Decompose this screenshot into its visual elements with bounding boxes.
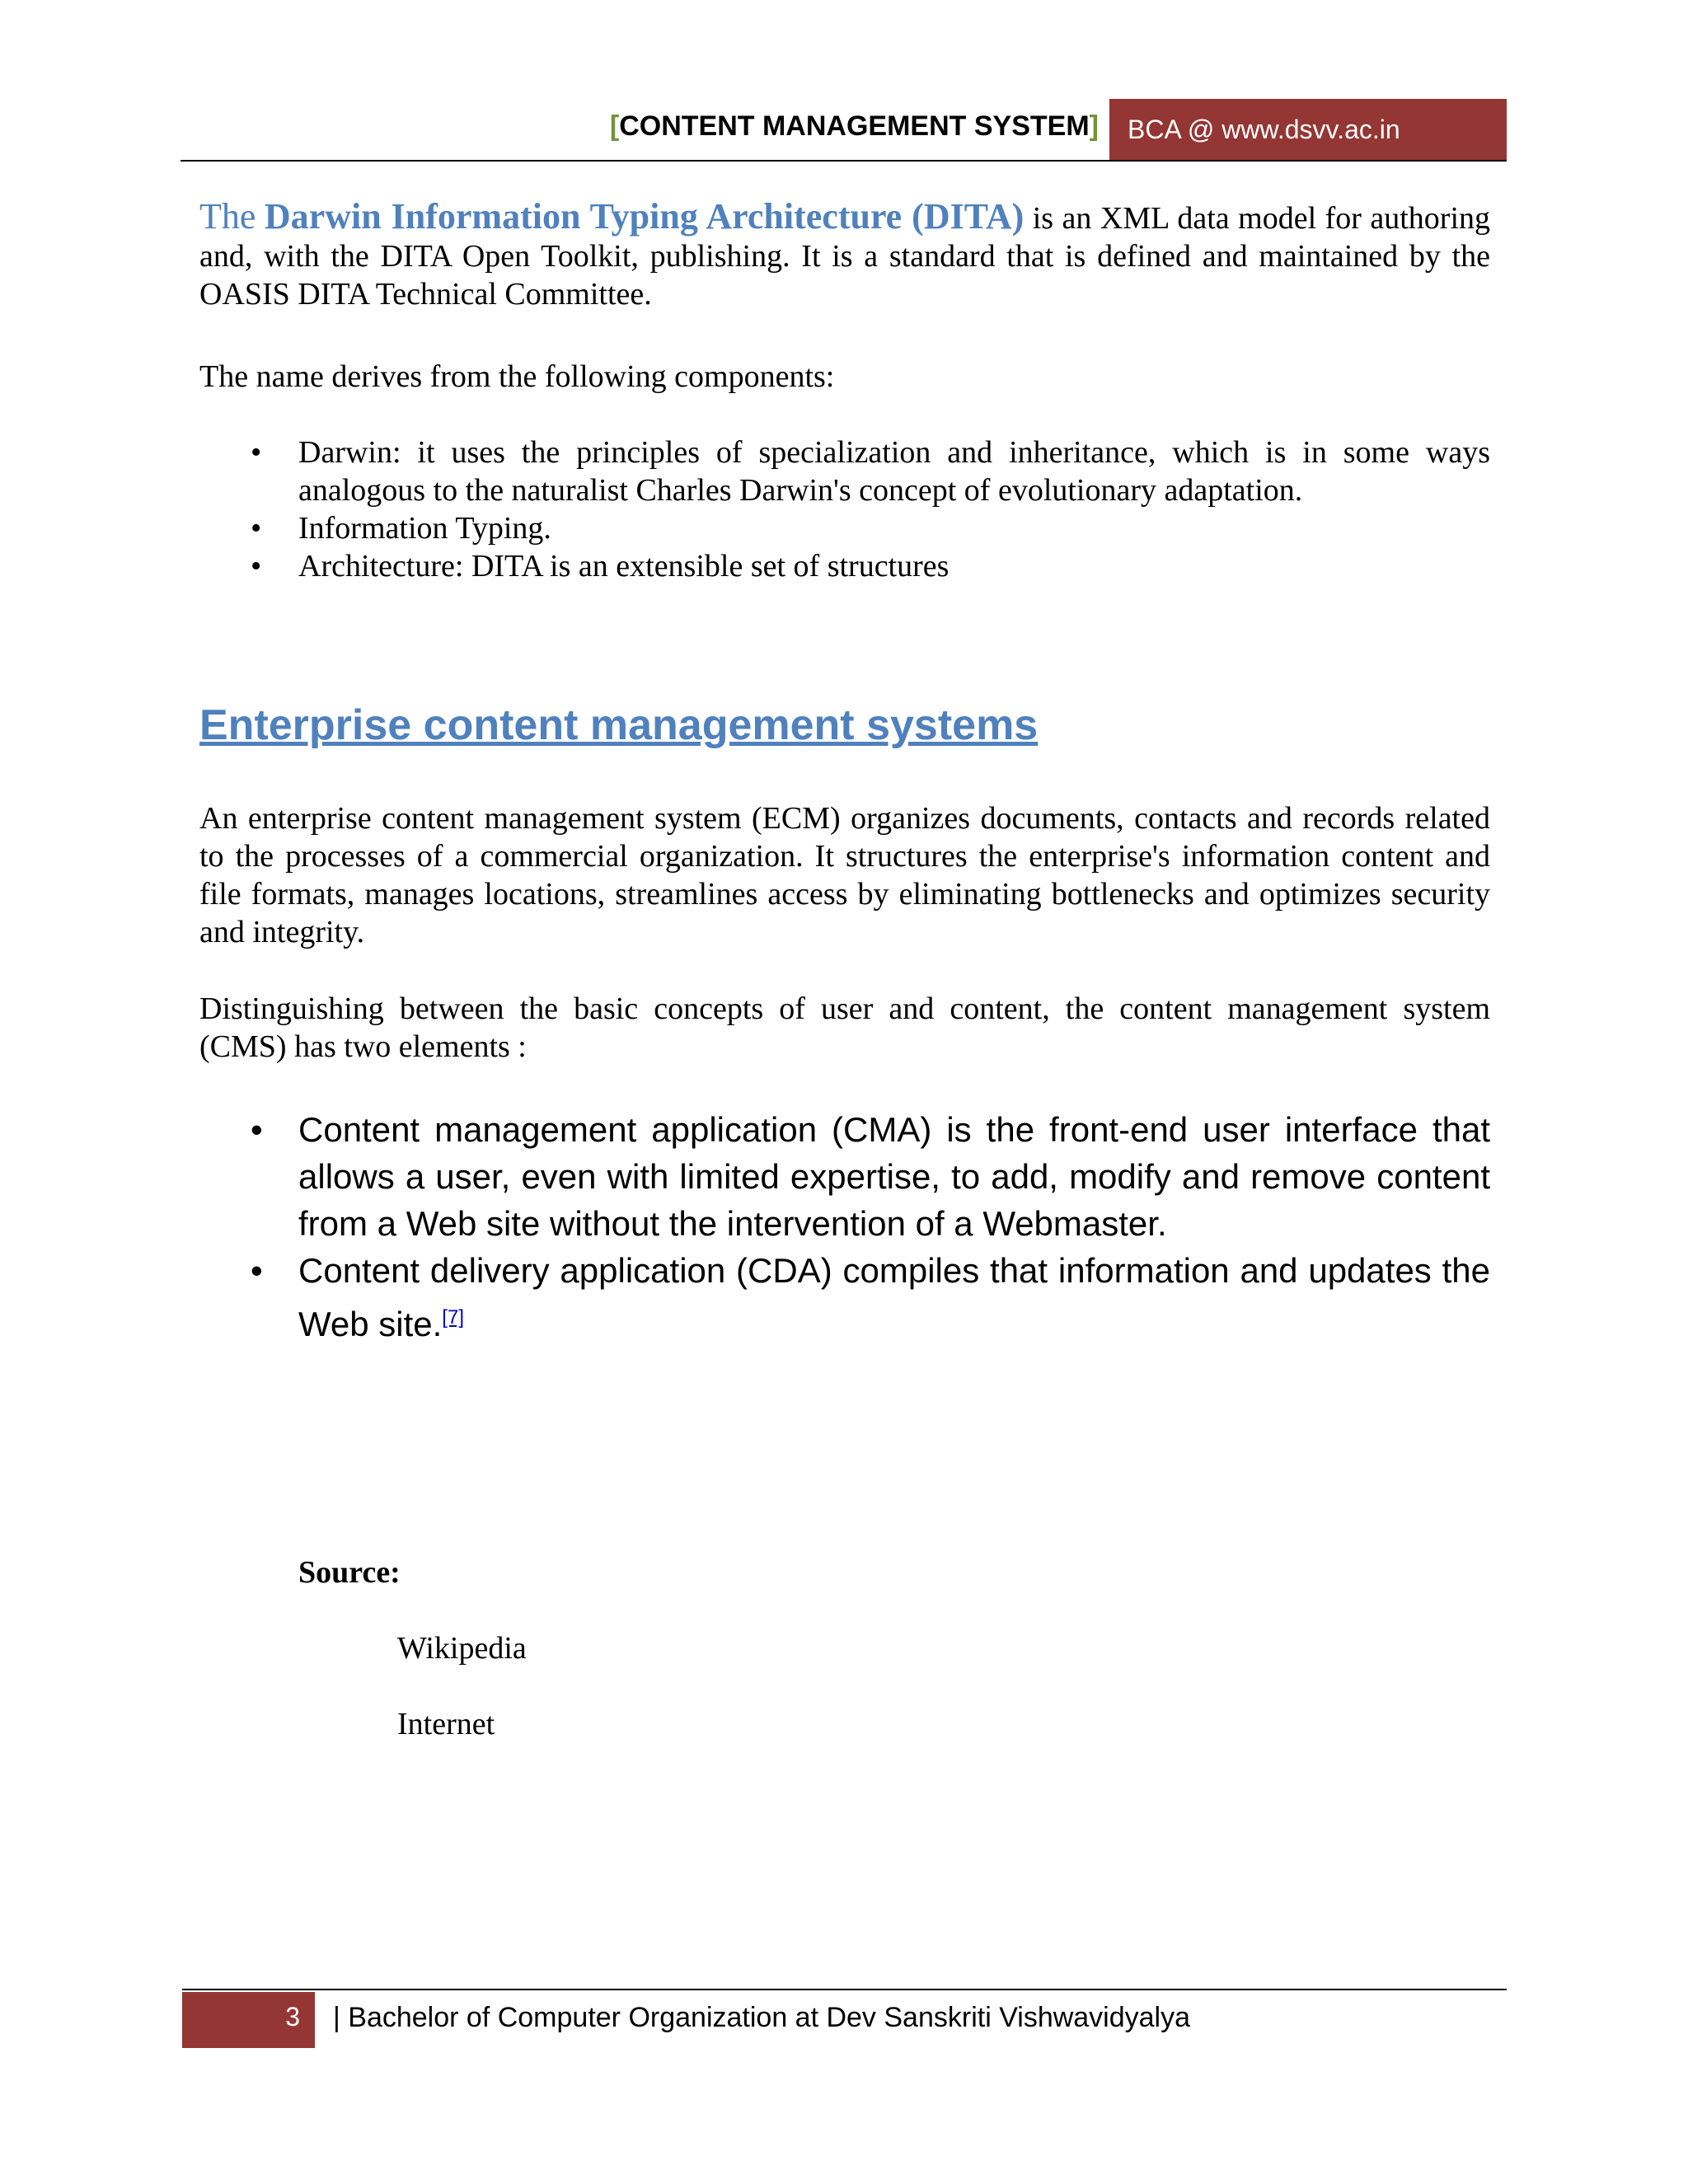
dita-paragraph bbox=[199, 198, 1490, 313]
source-block bbox=[298, 1554, 1589, 1591]
cma-text: Content management application (CMA) is the front-end user interface that allows a user, even with limited expertise, to add, modify and remove content from a Web site without the intervention of a Webmaster. bbox=[298, 1110, 1490, 1243]
reference-link[interactable]: [7] bbox=[442, 1306, 464, 1329]
components-intro-block bbox=[199, 358, 1490, 396]
dita-section bbox=[199, 198, 1490, 313]
components-list bbox=[199, 434, 1490, 585]
page-number: 3 bbox=[285, 2002, 300, 2032]
header-badge: BCA @ www.dsvv.ac.in bbox=[1109, 99, 1507, 160]
cms-elements-block bbox=[199, 1106, 1490, 1347]
source-item-2-block bbox=[397, 1706, 1688, 1742]
list-item bbox=[199, 509, 1490, 547]
component-text: Information Typing. bbox=[298, 511, 551, 546]
cms-elements-list bbox=[199, 1106, 1490, 1347]
bullet-icon: • bbox=[251, 549, 262, 583]
source-item: Internet bbox=[397, 1707, 495, 1741]
ecm-heading-block bbox=[199, 701, 1490, 750]
header-bracket-open: [ bbox=[609, 110, 620, 142]
dita-description: is an XML data model for authoring and, with the DITA Open Toolkit, publishing. It is a standard that is defined and maintained by the OASIS DITA Technical Committee. bbox=[199, 201, 1491, 312]
list-item bbox=[199, 1247, 1490, 1347]
component-text: Architecture: DITA is an extensible set of structures bbox=[298, 549, 950, 583]
components-list-block bbox=[199, 434, 1490, 585]
source-item-1-block bbox=[397, 1630, 1688, 1666]
component-text: Darwin: it uses the principles of specialization and inheritance, which is in some ways analogous to the naturalist Charles Darwin's concept of evolutionary adaptation. bbox=[298, 435, 1490, 508]
source-label: Source: bbox=[298, 1555, 401, 1590]
source-item: Wikipedia bbox=[397, 1631, 527, 1666]
list-item bbox=[199, 547, 1490, 585]
header-bracket-close: ] bbox=[1089, 110, 1099, 142]
footer-text: | Bachelor of Computer Organization at Dev Sanskriti Vishwavidyalya bbox=[333, 2002, 1191, 2033]
section-heading: Enterprise content management systems bbox=[199, 701, 1039, 749]
page-number-box bbox=[182, 1992, 315, 2048]
ecm-paragraph-1: An enterprise content management system (ECM) organizes documents, contacts and records related to the processes of a commercial organization. It structures the enterprise's information content and file formats, manages locations, streamlines access by eliminating bottlenecks and optimizes security and integrity. bbox=[199, 801, 1490, 949]
ecm-para1-block bbox=[199, 799, 1490, 951]
page-header bbox=[181, 99, 1507, 162]
dita-term: Darwin Information Typing Architecture (DITA) bbox=[264, 196, 1025, 237]
header-title-text: CONTENT MANAGEMENT SYSTEM bbox=[619, 110, 1090, 142]
dita-lead: The bbox=[199, 196, 256, 237]
bullet-icon: • bbox=[251, 511, 262, 546]
bullet-icon: • bbox=[251, 435, 262, 470]
bullet-icon: • bbox=[251, 1110, 263, 1149]
bullet-icon: • bbox=[251, 1251, 263, 1290]
cda-text: Content delivery application (CDA) compiles that information and updates the Web site. bbox=[298, 1251, 1490, 1343]
page-footer bbox=[182, 1989, 1507, 2033]
ecm-para2-block bbox=[199, 990, 1490, 1066]
components-intro: The name derives from the following components: bbox=[199, 359, 835, 394]
header-title bbox=[610, 110, 1099, 143]
ecm-paragraph-2: Distinguishing between the basic concepts of user and content, the content management system (CMS) has two elements : bbox=[199, 991, 1490, 1064]
list-item bbox=[199, 1106, 1490, 1247]
list-item bbox=[199, 434, 1490, 509]
